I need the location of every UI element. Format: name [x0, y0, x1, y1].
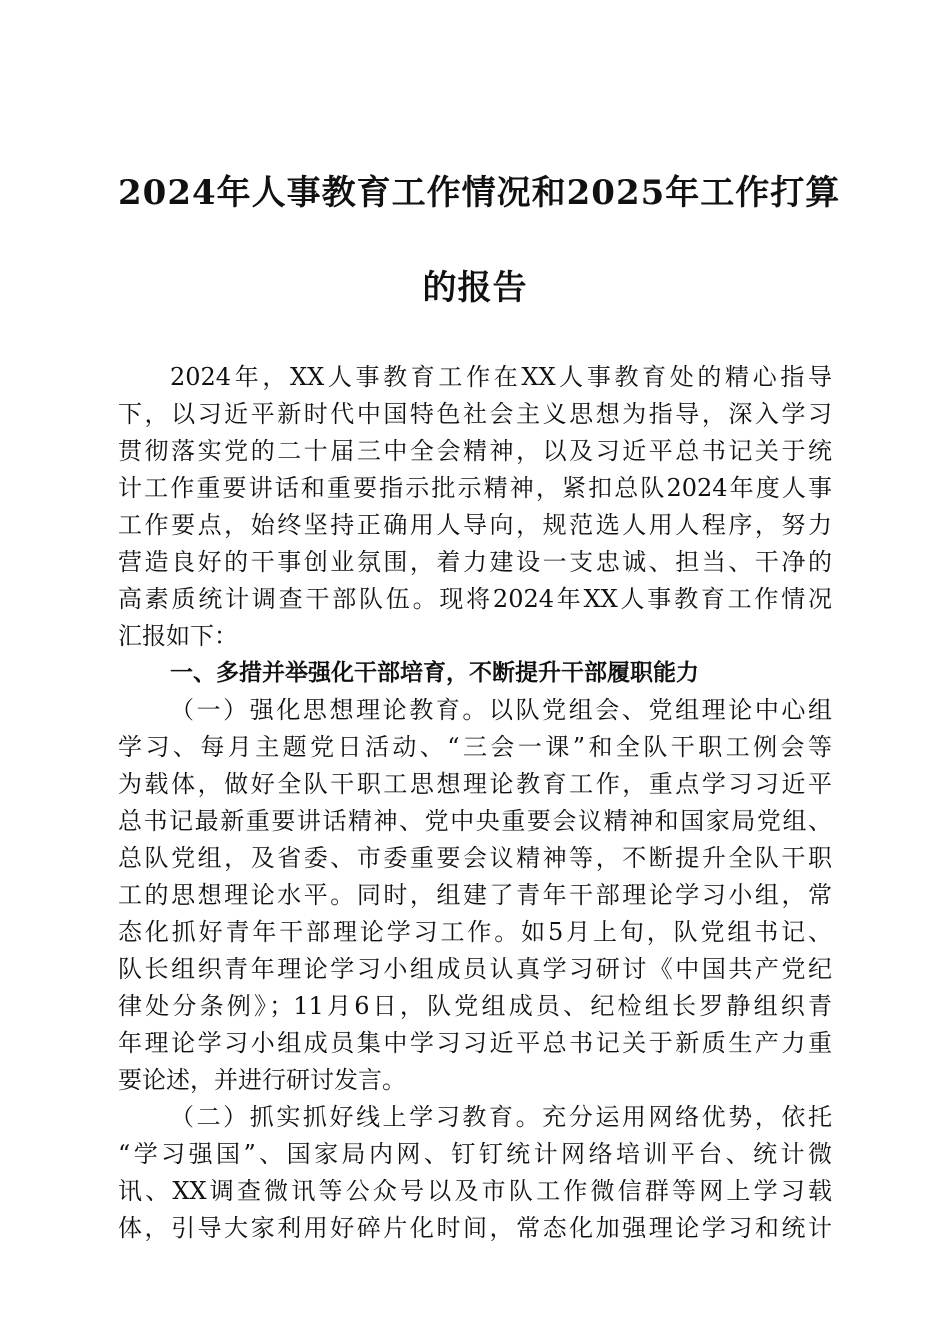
document-title-line-2: 的报告 [422, 268, 528, 308]
section-heading: 一、多措并举强化干部培育，不断提升干部履职能力 [170, 660, 699, 686]
body-line: 态化抓好青年干部理论学习工作。如5月上旬，队党组书记、 [118, 918, 832, 946]
body-line: 为载体，做好全队干职工思想理论教育工作，重点学习习近平 [118, 770, 832, 798]
body-line: 贯彻落实党的二十届三中全会精神，以及习近平总书记关于统 [118, 437, 832, 465]
document-title-line-1: 2024年人事教育工作情况和2025年工作打算 [118, 173, 841, 213]
body-line: 总书记最新重要讲话精神、党中央重要会议精神和国家局党组、 [118, 807, 832, 835]
body-line: 工的思想理论水平。同时，组建了青年干部理论学习小组，常 [118, 881, 832, 909]
body-line: 体，引导大家利用好碎片化时间，常态化加强理论学习和统计 [118, 1214, 832, 1242]
body-line: 下，以习近平新时代中国特色社会主义思想为指导，深入学习 [118, 400, 832, 428]
body-line: 要论述，并进行研讨发言。 [118, 1066, 406, 1094]
body-line: 年理论学习小组成员集中学习习近平总书记关于新质生产力重 [118, 1029, 832, 1057]
document-body [118, 359, 832, 1247]
body-line: “学习强国”、国家局内网、钉钉统计网络培训平台、统计微 [118, 1140, 832, 1168]
body-line: 讯、XX调查微讯等公众号以及市队工作微信群等网上学习载 [118, 1177, 832, 1205]
body-line: 高素质统计调查干部队伍。现将2024年XX人事教育工作情况 [118, 585, 832, 613]
body-line: 队长组织青年理论学习小组成员认真学习研讨《中国共产党纪 [118, 955, 832, 983]
body-line: 汇报如下： [118, 622, 238, 650]
body-line: （一）强化思想理论教育。以队党组会、党组理论中心组 [170, 696, 832, 724]
body-line: 计工作重要讲话和重要指示批示精神，紧扣总队2024年度人事 [118, 474, 832, 502]
body-line: 学习、每月主题党日活动、“三会一课”和全队干职工例会等 [118, 733, 832, 761]
body-line: 2024年，XX人事教育工作在XX人事教育处的精心指导 [170, 363, 832, 391]
body-line: 工作要点，始终坚持正确用人导向，规范选人用人程序，努力 [118, 511, 832, 539]
body-line: 营造良好的干事创业氛围，着力建设一支忠诚、担当、干净的 [118, 548, 832, 576]
body-line: （二）抓实抓好线上学习教育。充分运用网络优势，依托 [170, 1103, 832, 1131]
body-line: 律处分条例》；11月6日，队党组成员、纪检组长罗静组织青 [118, 992, 832, 1020]
body-line: 总队党组，及省委、市委重要会议精神等，不断提升全队干职 [118, 844, 832, 872]
